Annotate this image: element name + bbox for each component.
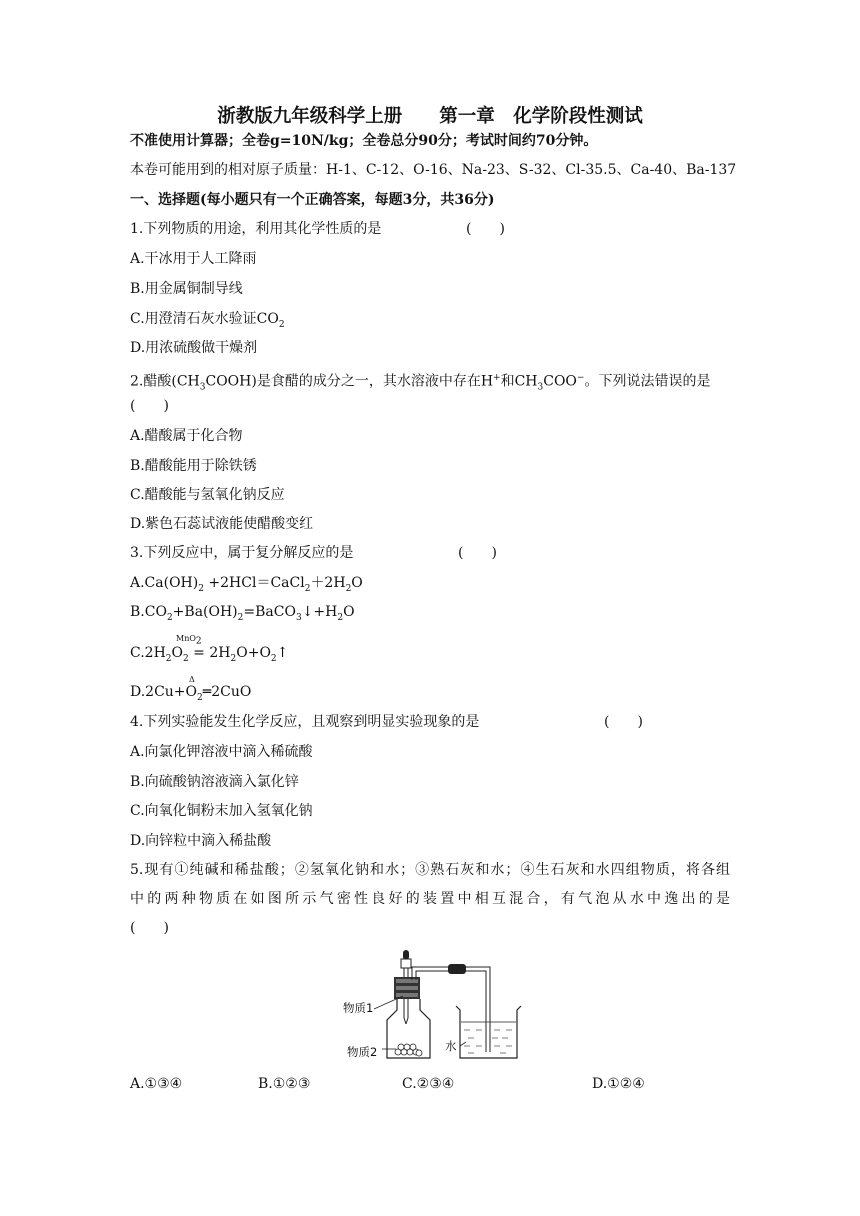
question-5-answer-blank: ( ) <box>130 920 169 936</box>
question-2-option-c: C.醋酸能与氢氧化钠反应 <box>130 487 285 503</box>
question-4-answer-blank: ( ) <box>604 714 643 730</box>
figure-label-water: 水 <box>445 1039 457 1053</box>
question-2-option-d: D.紫色石蕊试液能使醋酸变红 <box>130 516 314 532</box>
page-title: 浙教版九年级科学上册 第一章 化学阶段性测试 <box>217 106 643 127</box>
question-3-option-a: $A.Ca(OH)_2$ $+2HCl=CaCl_2+2H_2O$ <box>130 575 363 594</box>
question-3-option-c: $C.2H_2O_2$ = $2H_2O+O_2↑$ <box>130 645 289 664</box>
question-2-answer-blank: ( ) <box>130 398 169 414</box>
figure-label-substance-2: 物质2 <box>347 1045 378 1059</box>
question-3-stem: 3.下列反应中，属于复分解反应的是 <box>130 545 354 561</box>
question-1-option-d: D.用浓硫酸做干燥剂 <box>130 340 258 356</box>
question-1-option-c: C.用澄清石灰水验证$CO_2$ <box>130 311 285 330</box>
question-1-stem: 1.下列物质的用途，利用其化学性质的是 <box>130 221 382 237</box>
tube-connector <box>448 964 466 974</box>
question-4-option-b: B.向硫酸钠溶液滴入氯化锌 <box>130 774 299 790</box>
question-2-option-a: A.醋酸属于化合物 <box>130 428 243 444</box>
water-hatching <box>464 1030 512 1053</box>
dropper-cap <box>401 959 411 968</box>
question-3-d-condition: Δ <box>189 675 195 684</box>
question-3-option-b: $B.CO_2+Ba(OH)_2=BaCO_3↓+H_2O$ <box>130 604 355 623</box>
question-5-option-c: C.②③④ <box>402 1076 455 1092</box>
solid-particles <box>395 1044 422 1056</box>
question-4-option-c: C.向氧化铜粉末加入氢氧化钠 <box>130 803 313 819</box>
question-5-option-a: A.①③④ <box>130 1076 183 1092</box>
question-3-option-d: $D.2Cu+O_2═2CuO$ <box>130 684 252 703</box>
atomic-mass-note: 本卷可能用到的相对原子质量：H-1、C-12、O-16、Na-23、S-32、Cl-35.5、Ca-40、Ba-137 <box>130 162 737 178</box>
question-1-answer-blank: ( ) <box>466 221 505 237</box>
question-3-c-condition: MnO$_2$ <box>176 634 202 647</box>
question-5-stem-line-1: 5.现有①纯碱和稀盐酸；②氢氧化钠和水；③熟石灰和水；④生石灰和水四组物质，将各组 <box>130 862 730 878</box>
figure-label-substance-1: 物质1 <box>343 1001 374 1015</box>
question-5-option-d: D.①②④ <box>592 1076 645 1092</box>
exam-notice: 不准使用计算器；全卷g=10N/kg；全卷总分90分；考试时间约70分钟。 <box>130 133 598 149</box>
question-2-stem: 2.醋酸$(CH_3COOH)$是食醋的成分之一，其水溶液中存在H+和$CH_3COO^-$。下列说法错误的是 <box>130 373 711 393</box>
question-2-option-b: B.醋酸能用于除铁锈 <box>130 458 257 474</box>
question-4-option-a: A.向氯化钾溶液中滴入稀硫酸 <box>130 744 313 760</box>
question-4-stem: 4.下列实验能发生化学反应，且观察到明显实验现象的是 <box>130 714 480 730</box>
question-1-option-a: A.干冰用于人工降雨 <box>130 251 257 267</box>
question-5-stem-line-2: 中的两种物质在如图所示气密性良好的装置中相互混合，有气泡从水中逸出的是 <box>130 891 730 907</box>
question-3-answer-blank: ( ) <box>458 545 497 561</box>
section-heading: 一、选择题(每小题只有一个正确答案，每题3分，共36分) <box>130 192 495 208</box>
question-5-option-b: B.①②③ <box>258 1076 311 1092</box>
question-4-option-d: D.向锌粒中滴入稀盐酸 <box>130 833 272 849</box>
beaker <box>456 1006 521 1058</box>
question-1-option-b: B.用金属铜制导线 <box>130 281 243 297</box>
